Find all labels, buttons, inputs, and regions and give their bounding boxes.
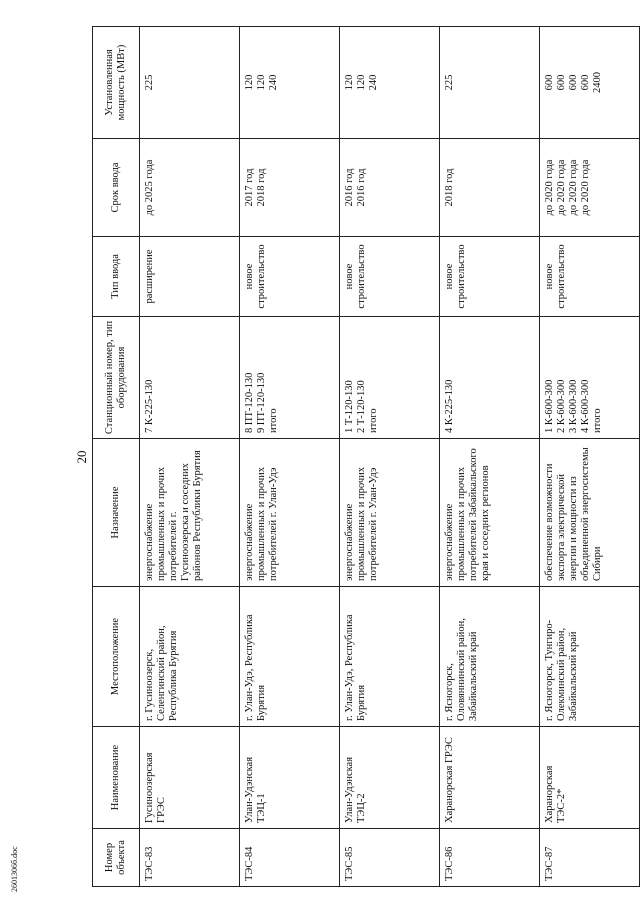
date-line: 2018 год bbox=[444, 168, 455, 207]
capacity-line: 120 bbox=[244, 74, 255, 91]
date-line: до 2020 года bbox=[580, 159, 591, 216]
cell-name: Гусиноозерская ГРЭС bbox=[140, 727, 240, 829]
cell-input-type: новое строительство bbox=[440, 237, 540, 317]
date-line: 2018 год bbox=[256, 168, 267, 207]
cell-purpose: обеспечение возможности экспорта электрической энергии и мощности из объединенной энергосистемы Сибири bbox=[540, 439, 640, 587]
date-line: 2016 год bbox=[344, 168, 355, 207]
header-date: Срок ввода bbox=[93, 139, 140, 237]
cell-equipment bbox=[140, 317, 240, 439]
date-line: 2016 год bbox=[356, 168, 367, 207]
capacity-line: 240 bbox=[268, 74, 279, 91]
cell-location: г. Ясногорск, Тунгиро-Олекминский район, Забайкальский край bbox=[540, 587, 640, 727]
cell-date bbox=[240, 139, 340, 237]
date-line: до 2020 года bbox=[556, 159, 567, 216]
equipment-line: 3 К-600-300 bbox=[568, 379, 579, 433]
cell-input-type: новое строительство bbox=[340, 237, 440, 317]
cell-name: Улан-Удэнская ТЭЦ-1 bbox=[240, 727, 340, 829]
table-header-row bbox=[93, 27, 140, 887]
cell-equipment bbox=[240, 317, 340, 439]
cell-equipment bbox=[340, 317, 440, 439]
table-row bbox=[340, 27, 440, 887]
equipment-line: итого bbox=[368, 408, 379, 433]
capacity-line: 600 bbox=[556, 74, 567, 91]
cell-capacity bbox=[240, 27, 340, 139]
cell-number: ТЭС-83 bbox=[140, 829, 240, 887]
header-purpose: Назначение bbox=[93, 439, 140, 587]
cell-name: Харанорская ГРЭС bbox=[440, 727, 540, 829]
header-capacity: Установленная мощность (МВт) bbox=[93, 27, 140, 139]
capacity-line: 600 bbox=[580, 74, 591, 91]
cell-input-type: новое строительство bbox=[540, 237, 640, 317]
cell-input-type: новое строительство bbox=[240, 237, 340, 317]
cell-purpose: энергоснабжение промышленных и прочих потребителей Забайкальского края и соседних регионов bbox=[440, 439, 540, 587]
equipment-line: 2 К-600-300 bbox=[556, 379, 567, 433]
cell-number: ТЭС-87 bbox=[540, 829, 640, 887]
equipment-line: итого bbox=[268, 408, 279, 433]
cell-date bbox=[340, 139, 440, 237]
table-row bbox=[140, 27, 240, 887]
table-row bbox=[440, 27, 540, 887]
cell-capacity bbox=[340, 27, 440, 139]
cell-number: ТЭС-85 bbox=[340, 829, 440, 887]
cell-location: г. Гусиноозерск, Селенгинский район, Республика Бурятия bbox=[140, 587, 240, 727]
cell-number: ТЭС-86 bbox=[440, 829, 540, 887]
cell-capacity bbox=[140, 27, 240, 139]
capacity-line: 120 bbox=[356, 74, 367, 91]
table-row bbox=[240, 27, 340, 887]
capacity-line: 600 bbox=[568, 74, 579, 91]
header-location: Местоположение bbox=[93, 587, 140, 727]
header-equipment: Станционный номер, тип оборудования bbox=[93, 317, 140, 439]
header-number: Номер объекта bbox=[93, 829, 140, 887]
header-input-type: Тип ввода bbox=[93, 237, 140, 317]
cell-name: Улан-Удэнская ТЭЦ-2 bbox=[340, 727, 440, 829]
landscape-content bbox=[74, 27, 603, 887]
header-name: Наименование bbox=[93, 727, 140, 829]
capacity-line: 600 bbox=[544, 74, 555, 91]
cell-capacity bbox=[440, 27, 540, 139]
equipment-line: 4 К-600-300 bbox=[580, 379, 591, 433]
equipment-line: 2 Т-120-130 bbox=[356, 380, 367, 433]
page-number: 20 bbox=[74, 450, 89, 464]
date-line: до 2025 года bbox=[144, 159, 155, 216]
capacity-line: 2400 bbox=[592, 72, 603, 93]
cell-purpose: энергоснабжение промышленных и прочих потребителей г. Гусиноозерска и соседних районов Республики Бурятия bbox=[140, 439, 240, 587]
cell-date bbox=[540, 139, 640, 237]
cell-location: г. Ясногорск, Оловяннинский район, Забайкальский край bbox=[440, 587, 540, 727]
equipment-line: итого bbox=[592, 408, 603, 433]
capacity-line: 120 bbox=[344, 74, 355, 91]
capacity-line: 225 bbox=[444, 74, 455, 91]
footer-doc-name: 2601306б.doc bbox=[10, 846, 19, 892]
cell-name: Харанорская ТЭС-2* bbox=[540, 727, 640, 829]
power-plants-table bbox=[92, 26, 640, 887]
equipment-line: 7 К-225-130 bbox=[144, 379, 155, 433]
cell-date bbox=[140, 139, 240, 237]
cell-date bbox=[440, 139, 540, 237]
cell-input-type: расширение bbox=[140, 237, 240, 317]
cell-equipment bbox=[540, 317, 640, 439]
equipment-line: 1 К-600-300 bbox=[544, 379, 555, 433]
cell-location: г. Улан-Удэ, Республика Бурятия bbox=[340, 587, 440, 727]
capacity-line: 225 bbox=[144, 74, 155, 91]
capacity-line: 120 bbox=[256, 74, 267, 91]
cell-number: ТЭС-84 bbox=[240, 829, 340, 887]
date-line: до 2020 года bbox=[544, 159, 555, 216]
cell-location: г. Улан-Удэ, Республика Бурятия bbox=[240, 587, 340, 727]
cell-equipment bbox=[440, 317, 540, 439]
equipment-line: 8 ПТ-120-130 bbox=[244, 372, 255, 433]
equipment-line: 9 ПТ-120-130 bbox=[256, 372, 267, 433]
cell-purpose: энергоснабжение промышленных и прочих потребителей г. Улан-Удэ bbox=[240, 439, 340, 587]
cell-capacity bbox=[540, 27, 640, 139]
date-line: 2017 год bbox=[244, 168, 255, 207]
cell-purpose: энергоснабжение промышленных и прочих потребителей г. Улан-Удэ bbox=[340, 439, 440, 587]
equipment-line: 1 Т-120-130 bbox=[344, 380, 355, 433]
capacity-line: 240 bbox=[368, 74, 379, 91]
equipment-line: 4 К-225-130 bbox=[444, 379, 455, 433]
table-row bbox=[540, 27, 640, 887]
date-line: до 2020 года bbox=[568, 159, 579, 216]
